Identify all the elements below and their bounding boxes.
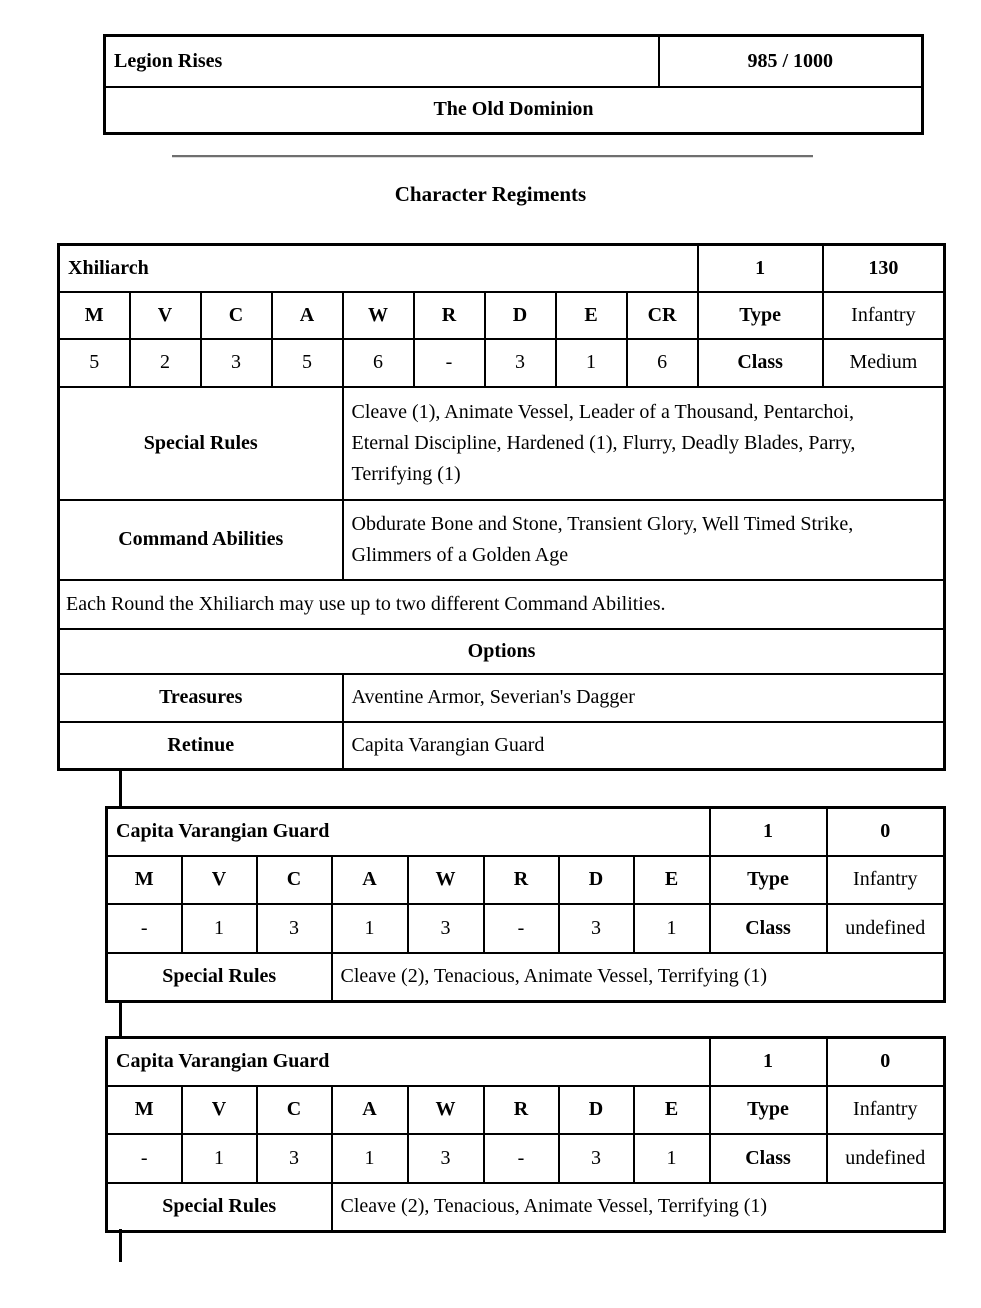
options-header: Options xyxy=(59,629,945,674)
retinue-connector-line xyxy=(119,1229,122,1262)
class-label: Class xyxy=(710,904,827,953)
stat-w: 3 xyxy=(408,904,484,953)
army-name: Legion Rises xyxy=(105,36,659,87)
stat-header-a: A xyxy=(332,856,408,904)
stat-header-v: V xyxy=(182,1086,257,1134)
class-label: Class xyxy=(710,1134,827,1183)
stat-r: - xyxy=(484,1134,559,1183)
type-value: Infantry xyxy=(827,1086,945,1134)
stat-e: 1 xyxy=(634,1134,710,1183)
stat-a: 1 xyxy=(332,904,408,953)
special-rules-row xyxy=(59,387,945,500)
stat-m: 5 xyxy=(59,339,130,387)
stat-header-m: M xyxy=(107,856,182,904)
command-note: Each Round the Xhiliarch may use up to two different Command Abilities. xyxy=(59,580,945,629)
stat-header-r: R xyxy=(484,856,559,904)
stat-cr: 6 xyxy=(627,339,698,387)
stat-header-e: E xyxy=(634,1086,710,1134)
stat-header-r: R xyxy=(484,1086,559,1134)
special-rules-value: Cleave (2), Tenacious, Animate Vessel, Terrifying (1) xyxy=(332,953,945,1002)
class-value: undefined xyxy=(827,904,945,953)
class-value: Medium xyxy=(823,339,945,387)
section-title: Character Regiments xyxy=(394,182,587,206)
treasures-label: Treasures xyxy=(59,674,343,722)
xhiliarch-unit-table xyxy=(57,243,946,771)
class-label: Class xyxy=(698,339,823,387)
stat-v: 2 xyxy=(130,339,201,387)
unit-title-row xyxy=(107,1038,945,1086)
type-label: Type xyxy=(710,1086,827,1134)
retinue-connector-line xyxy=(119,1000,122,1036)
stat-r: - xyxy=(484,904,559,953)
type-label: Type xyxy=(698,292,823,339)
stat-header-m: M xyxy=(107,1086,182,1134)
army-points-total: 985 / 1000 xyxy=(659,36,923,87)
stat-c: 3 xyxy=(257,1134,332,1183)
stat-a: 1 xyxy=(332,1134,408,1183)
stat-header-row xyxy=(107,1086,945,1134)
stat-c: 3 xyxy=(201,339,272,387)
stat-header-d: D xyxy=(485,292,556,339)
unit-title-row xyxy=(59,245,945,292)
retinue-value: Capita Varangian Guard xyxy=(343,722,945,770)
stat-header-cr: CR xyxy=(627,292,698,339)
stat-m: - xyxy=(107,904,182,953)
stat-w: 3 xyxy=(408,1134,484,1183)
unit-count: 1 xyxy=(698,245,823,292)
stat-a: 5 xyxy=(272,339,343,387)
special-rules-row xyxy=(107,953,945,1002)
special-rules-label: Special Rules xyxy=(107,953,332,1002)
type-value: Infantry xyxy=(827,856,945,904)
type-label: Type xyxy=(710,856,827,904)
special-rules-value: Cleave (2), Tenacious, Animate Vessel, Terrifying (1) xyxy=(332,1183,945,1232)
options-row xyxy=(59,629,945,674)
special-rules-row xyxy=(107,1183,945,1232)
stat-header-e: E xyxy=(556,292,627,339)
stat-header-c: C xyxy=(257,1086,332,1134)
stat-value-row xyxy=(59,339,945,387)
type-value: Infantry xyxy=(823,292,945,339)
stat-header-c: C xyxy=(201,292,272,339)
unit-points: 0 xyxy=(827,808,945,856)
stat-v: 1 xyxy=(182,1134,257,1183)
stat-value-row xyxy=(107,904,945,953)
stat-header-a: A xyxy=(332,1086,408,1134)
unit-name: Capita Varangian Guard xyxy=(107,1038,710,1086)
stat-header-v: V xyxy=(182,856,257,904)
treasures-value: Aventine Armor, Severian's Dagger xyxy=(343,674,945,722)
stat-v: 1 xyxy=(182,904,257,953)
stat-e: 1 xyxy=(634,904,710,953)
command-abilities-value: Obdurate Bone and Stone, Transient Glory, Well Timed Strike, Glimmers of a Golden Age xyxy=(343,500,945,580)
stat-d: 3 xyxy=(559,1134,634,1183)
retinue-connector-line xyxy=(119,768,122,806)
stat-header-row xyxy=(107,856,945,904)
special-rules-value: Cleave (1), Animate Vessel, Leader of a Thousand, Pentarchoi, Eternal Discipline, Hardened (1), Flurry, Deadly Blades, Parry, Terrifying (1) xyxy=(343,387,945,500)
stat-c: 3 xyxy=(257,904,332,953)
capita-varangian-guard-table-1 xyxy=(105,806,946,1003)
unit-name: Capita Varangian Guard xyxy=(107,808,710,856)
class-value: undefined xyxy=(827,1134,945,1183)
faction-name: The Old Dominion xyxy=(105,87,923,134)
command-abilities-label: Command Abilities xyxy=(59,500,343,580)
stat-header-w: W xyxy=(408,856,484,904)
special-rules-label: Special Rules xyxy=(59,387,343,500)
unit-points: 130 xyxy=(823,245,945,292)
stat-w: 6 xyxy=(343,339,414,387)
unit-points: 0 xyxy=(827,1038,945,1086)
command-abilities-row xyxy=(59,500,945,580)
stat-header-d: D xyxy=(559,1086,634,1134)
stat-header-row xyxy=(59,292,945,339)
stat-m: - xyxy=(107,1134,182,1183)
unit-title-row xyxy=(107,808,945,856)
unit-count: 1 xyxy=(710,1038,827,1086)
unit-name: Xhiliarch xyxy=(59,245,698,292)
stat-header-a: A xyxy=(272,292,343,339)
note-row xyxy=(59,580,945,629)
stat-header-d: D xyxy=(559,856,634,904)
horizontal-divider xyxy=(172,155,813,158)
stat-header-w: W xyxy=(343,292,414,339)
stat-r: - xyxy=(414,339,485,387)
stat-header-v: V xyxy=(130,292,201,339)
capita-varangian-guard-table-2 xyxy=(105,1036,946,1233)
stat-header-r: R xyxy=(414,292,485,339)
stat-header-w: W xyxy=(408,1086,484,1134)
stat-header-c: C xyxy=(257,856,332,904)
stat-header-e: E xyxy=(634,856,710,904)
retinue-row xyxy=(59,722,945,770)
retinue-label: Retinue xyxy=(59,722,343,770)
unit-count: 1 xyxy=(710,808,827,856)
stat-d: 3 xyxy=(559,904,634,953)
special-rules-label: Special Rules xyxy=(107,1183,332,1232)
treasures-row xyxy=(59,674,945,722)
stat-d: 3 xyxy=(485,339,556,387)
stat-header-m: M xyxy=(59,292,130,339)
army-header-table xyxy=(103,34,924,135)
stat-e: 1 xyxy=(556,339,627,387)
stat-value-row xyxy=(107,1134,945,1183)
